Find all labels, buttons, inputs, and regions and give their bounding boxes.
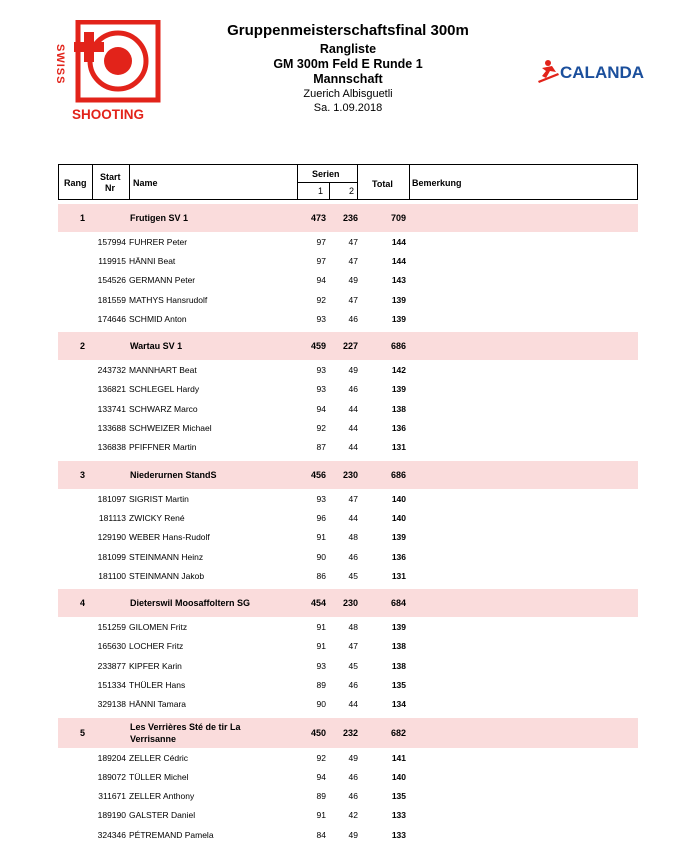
member-total: 142 bbox=[391, 365, 406, 376]
member-row bbox=[58, 547, 638, 566]
member-total: 140 bbox=[391, 512, 406, 523]
team-rank: 4 bbox=[80, 598, 86, 609]
team-serie-1: 459 bbox=[310, 341, 326, 352]
member-name: LOCHER Fritz bbox=[129, 641, 184, 652]
member-serie-1: 93 bbox=[316, 313, 326, 324]
member-serie-2: 47 bbox=[348, 236, 358, 247]
member-start-nr: 133741 bbox=[97, 403, 126, 414]
member-start-nr: 174646 bbox=[97, 313, 126, 324]
category-label: Mannschaft bbox=[313, 72, 383, 86]
member-row bbox=[58, 787, 638, 806]
member-serie-1: 89 bbox=[316, 679, 326, 690]
member-name: SCHLEGEL Hardy bbox=[129, 384, 200, 395]
page-title: Gruppenmeisterschaftsfinal 300m bbox=[227, 22, 469, 39]
team-total: 709 bbox=[390, 213, 406, 223]
member-serie-2: 49 bbox=[348, 275, 358, 286]
member-start-nr: 324346 bbox=[97, 829, 126, 840]
member-total: 143 bbox=[391, 275, 406, 286]
member-serie-2: 44 bbox=[348, 699, 358, 710]
member-serie-2: 44 bbox=[348, 423, 358, 434]
member-total: 140 bbox=[391, 493, 406, 504]
member-row bbox=[58, 767, 638, 786]
member-serie-2: 46 bbox=[348, 791, 358, 802]
member-serie-2: 49 bbox=[348, 365, 358, 376]
svg-text:SHOOTING: SHOOTING bbox=[72, 107, 145, 122]
svg-text:SWISS: SWISS bbox=[54, 44, 66, 85]
header-serie-2: 2 bbox=[349, 186, 355, 196]
team-name: Wartau SV 1 bbox=[130, 341, 183, 352]
team-rank: 2 bbox=[80, 341, 86, 352]
member-serie-2: 45 bbox=[348, 570, 358, 581]
member-name: HÄNNI Tamara bbox=[129, 699, 186, 710]
member-name: SIGRIST Martin bbox=[129, 493, 189, 504]
member-serie-1: 91 bbox=[316, 532, 326, 543]
member-serie-1: 94 bbox=[316, 403, 326, 414]
member-serie-1: 93 bbox=[316, 384, 326, 395]
member-start-nr: 243732 bbox=[97, 365, 126, 376]
member-total: 135 bbox=[391, 791, 406, 802]
member-serie-2: 44 bbox=[348, 512, 358, 523]
team-row bbox=[58, 589, 638, 617]
member-total: 139 bbox=[391, 622, 406, 633]
member-name: HÄNNI Beat bbox=[129, 255, 176, 266]
member-serie-1: 94 bbox=[316, 771, 326, 782]
member-start-nr: 233877 bbox=[97, 660, 126, 671]
member-serie-1: 94 bbox=[316, 275, 326, 286]
table-header bbox=[58, 164, 638, 200]
member-serie-2: 46 bbox=[348, 313, 358, 324]
team-serie-1: 456 bbox=[310, 469, 326, 480]
header-total: Total bbox=[372, 179, 393, 189]
member-total: 134 bbox=[391, 699, 406, 710]
calanda-logo bbox=[536, 56, 646, 88]
member-row bbox=[58, 309, 638, 328]
member-serie-1: 90 bbox=[316, 699, 326, 710]
member-serie-1: 87 bbox=[316, 442, 326, 453]
member-serie-2: 44 bbox=[348, 442, 358, 453]
member-serie-2: 45 bbox=[348, 660, 358, 671]
member-start-nr: 129190 bbox=[97, 532, 126, 543]
member-serie-2: 49 bbox=[348, 829, 358, 840]
member-row bbox=[58, 380, 638, 399]
member-row bbox=[58, 271, 638, 290]
header-rang: Rang bbox=[64, 178, 87, 188]
member-total: 144 bbox=[391, 255, 406, 266]
member-start-nr: 165630 bbox=[97, 641, 126, 652]
member-serie-2: 46 bbox=[348, 551, 358, 562]
member-serie-2: 46 bbox=[348, 679, 358, 690]
team-name: Frutigen SV 1 bbox=[130, 213, 189, 223]
team-total: 686 bbox=[390, 341, 406, 352]
member-name: PFIFFNER Martin bbox=[129, 442, 197, 453]
team-name: Niederurnen StandS bbox=[130, 469, 217, 480]
member-name: TÜLLER Michel bbox=[129, 771, 189, 782]
member-name: KIPFER Karin bbox=[129, 660, 182, 671]
team-total: 684 bbox=[390, 598, 406, 609]
member-total: 135 bbox=[391, 679, 406, 690]
member-total: 136 bbox=[391, 551, 406, 562]
team-row bbox=[58, 461, 638, 489]
member-row bbox=[58, 438, 638, 457]
member-total: 144 bbox=[391, 236, 406, 247]
team-serie-1: 450 bbox=[310, 727, 326, 738]
member-serie-1: 90 bbox=[316, 551, 326, 562]
member-total: 133 bbox=[391, 810, 406, 821]
member-serie-1: 92 bbox=[316, 752, 326, 763]
member-row bbox=[58, 566, 638, 585]
member-total: 136 bbox=[391, 423, 406, 434]
member-start-nr: 181100 bbox=[98, 570, 126, 581]
member-serie-1: 93 bbox=[316, 493, 326, 504]
member-row bbox=[58, 399, 638, 418]
member-start-nr: 189190 bbox=[97, 810, 126, 821]
member-serie-1: 92 bbox=[316, 294, 326, 305]
team-total: 682 bbox=[390, 727, 406, 738]
member-total: 138 bbox=[391, 641, 406, 652]
member-name: MANNHART Beat bbox=[129, 365, 197, 376]
member-row bbox=[58, 695, 638, 714]
member-total: 131 bbox=[391, 442, 406, 453]
member-name: SCHMID Anton bbox=[129, 313, 187, 324]
member-start-nr: 329138 bbox=[97, 699, 126, 710]
member-total: 138 bbox=[391, 403, 406, 414]
member-name: GALSTER Daniel bbox=[129, 810, 196, 821]
member-row bbox=[58, 251, 638, 270]
member-name: GILOMEN Fritz bbox=[129, 622, 188, 633]
member-start-nr: 311671 bbox=[98, 791, 126, 802]
member-serie-1: 97 bbox=[316, 255, 326, 266]
member-name: FUHRER Peter bbox=[129, 236, 188, 247]
member-name: SCHWEIZER Michael bbox=[129, 423, 212, 434]
team-row bbox=[58, 204, 638, 232]
team-name: Dieterswil Moosaffoltern SG bbox=[130, 598, 251, 609]
member-serie-1: 84 bbox=[316, 829, 326, 840]
member-row bbox=[58, 360, 638, 379]
member-row bbox=[58, 637, 638, 656]
member-name: SCHWARZ Marco bbox=[129, 403, 198, 414]
team-rank: 3 bbox=[80, 469, 86, 480]
member-start-nr: 151334 bbox=[97, 679, 126, 690]
member-serie-1: 97 bbox=[316, 236, 326, 247]
page-subtitle: Rangliste bbox=[319, 42, 377, 56]
header-start: Start bbox=[100, 172, 121, 182]
member-start-nr: 157994 bbox=[97, 236, 126, 247]
member-row bbox=[58, 806, 638, 825]
member-row bbox=[58, 675, 638, 694]
location-text: Zuerich Albisguetli bbox=[303, 88, 393, 100]
member-row bbox=[58, 232, 638, 251]
competition-name: GM 300m Feld E Runde 1 bbox=[273, 57, 423, 71]
header-name: Name bbox=[133, 178, 158, 188]
member-total: 139 bbox=[391, 384, 406, 395]
member-serie-2: 44 bbox=[348, 403, 358, 414]
member-row bbox=[58, 748, 638, 767]
team-row bbox=[58, 718, 638, 748]
member-total: 139 bbox=[391, 294, 406, 305]
team-serie-1: 473 bbox=[310, 213, 326, 223]
team-rank: 1 bbox=[80, 213, 86, 223]
member-serie-1: 92 bbox=[316, 423, 326, 434]
member-serie-2: 47 bbox=[348, 641, 358, 652]
member-total: 133 bbox=[391, 829, 406, 840]
member-serie-2: 47 bbox=[348, 493, 358, 504]
member-row bbox=[58, 489, 638, 508]
member-serie-1: 96 bbox=[316, 512, 326, 523]
team-row bbox=[58, 332, 638, 360]
team-serie-2: 230 bbox=[342, 469, 358, 480]
team-serie-2: 232 bbox=[342, 727, 358, 738]
member-row bbox=[58, 825, 638, 844]
member-serie-2: 42 bbox=[348, 810, 358, 821]
member-name: STEINMANN Jakob bbox=[129, 570, 205, 581]
team-rank: 5 bbox=[80, 727, 86, 738]
team-name-line2: Verrisanne bbox=[130, 733, 177, 744]
member-total: 140 bbox=[391, 771, 406, 782]
member-serie-1: 91 bbox=[316, 810, 326, 821]
member-start-nr: 119915 bbox=[98, 255, 126, 266]
table-body bbox=[58, 204, 638, 844]
header-nr: Nr bbox=[105, 183, 116, 193]
member-name: PÉTREMAND Pamela bbox=[129, 829, 214, 840]
member-serie-1: 91 bbox=[316, 641, 326, 652]
member-serie-1: 86 bbox=[316, 570, 326, 581]
member-total: 139 bbox=[391, 532, 406, 543]
member-row bbox=[58, 528, 638, 547]
member-serie-1: 93 bbox=[316, 660, 326, 671]
member-start-nr: 181097 bbox=[97, 493, 126, 504]
member-name: WEBER Hans-Rudolf bbox=[129, 532, 210, 543]
ranking-table bbox=[58, 164, 638, 844]
member-row bbox=[58, 508, 638, 527]
member-row bbox=[58, 656, 638, 675]
member-serie-1: 91 bbox=[316, 622, 326, 633]
member-name: ZWICKY René bbox=[129, 512, 185, 523]
member-start-nr: 133688 bbox=[97, 423, 126, 434]
header-serien: Serien bbox=[312, 169, 340, 179]
member-serie-2: 48 bbox=[348, 532, 358, 543]
member-total: 138 bbox=[391, 660, 406, 671]
member-row bbox=[58, 290, 638, 309]
member-serie-2: 49 bbox=[348, 752, 358, 763]
member-start-nr: 189204 bbox=[97, 752, 126, 763]
member-total: 131 bbox=[391, 570, 406, 581]
member-serie-1: 89 bbox=[316, 791, 326, 802]
member-serie-2: 46 bbox=[348, 771, 358, 782]
team-serie-2: 236 bbox=[342, 213, 358, 223]
svg-text:CALANDA: CALANDA bbox=[560, 63, 645, 82]
member-name: ZELLER Cédric bbox=[129, 752, 189, 763]
member-name: ZELLER Anthony bbox=[129, 791, 195, 802]
member-start-nr: 181113 bbox=[98, 512, 126, 523]
member-serie-2: 46 bbox=[348, 384, 358, 395]
member-start-nr: 181099 bbox=[97, 551, 126, 562]
team-name-line1: Les Verrières Sté de tir La bbox=[130, 721, 241, 732]
team-name bbox=[130, 721, 241, 745]
member-serie-2: 47 bbox=[348, 255, 358, 266]
member-name: THÜLER Hans bbox=[129, 679, 186, 690]
team-total: 686 bbox=[390, 469, 406, 480]
header-serie-1: 1 bbox=[318, 186, 324, 196]
member-serie-1: 93 bbox=[316, 365, 326, 376]
member-start-nr: 181559 bbox=[97, 294, 126, 305]
member-serie-2: 47 bbox=[348, 294, 358, 305]
member-name: STEINMANN Heinz bbox=[129, 551, 204, 562]
member-start-nr: 136821 bbox=[97, 384, 126, 395]
team-serie-2: 230 bbox=[342, 598, 358, 609]
swiss-shooting-logo bbox=[52, 20, 164, 124]
member-row bbox=[58, 617, 638, 636]
member-start-nr: 189072 bbox=[97, 771, 126, 782]
member-serie-2: 48 bbox=[348, 622, 358, 633]
team-serie-2: 227 bbox=[342, 341, 358, 352]
member-name: GERMANN Peter bbox=[129, 275, 196, 286]
date-text: Sa. 1.09.2018 bbox=[313, 102, 383, 114]
member-start-nr: 154526 bbox=[97, 275, 126, 286]
member-name: MATHYS Hansrudolf bbox=[129, 294, 208, 305]
member-start-nr: 136838 bbox=[97, 442, 126, 453]
member-total: 141 bbox=[391, 752, 406, 763]
member-total: 139 bbox=[391, 313, 406, 324]
header-bemerkung: Bemerkung bbox=[412, 178, 462, 188]
member-row bbox=[58, 418, 638, 437]
member-start-nr: 151259 bbox=[97, 622, 126, 633]
team-serie-1: 454 bbox=[310, 598, 326, 609]
document-header bbox=[200, 22, 496, 115]
